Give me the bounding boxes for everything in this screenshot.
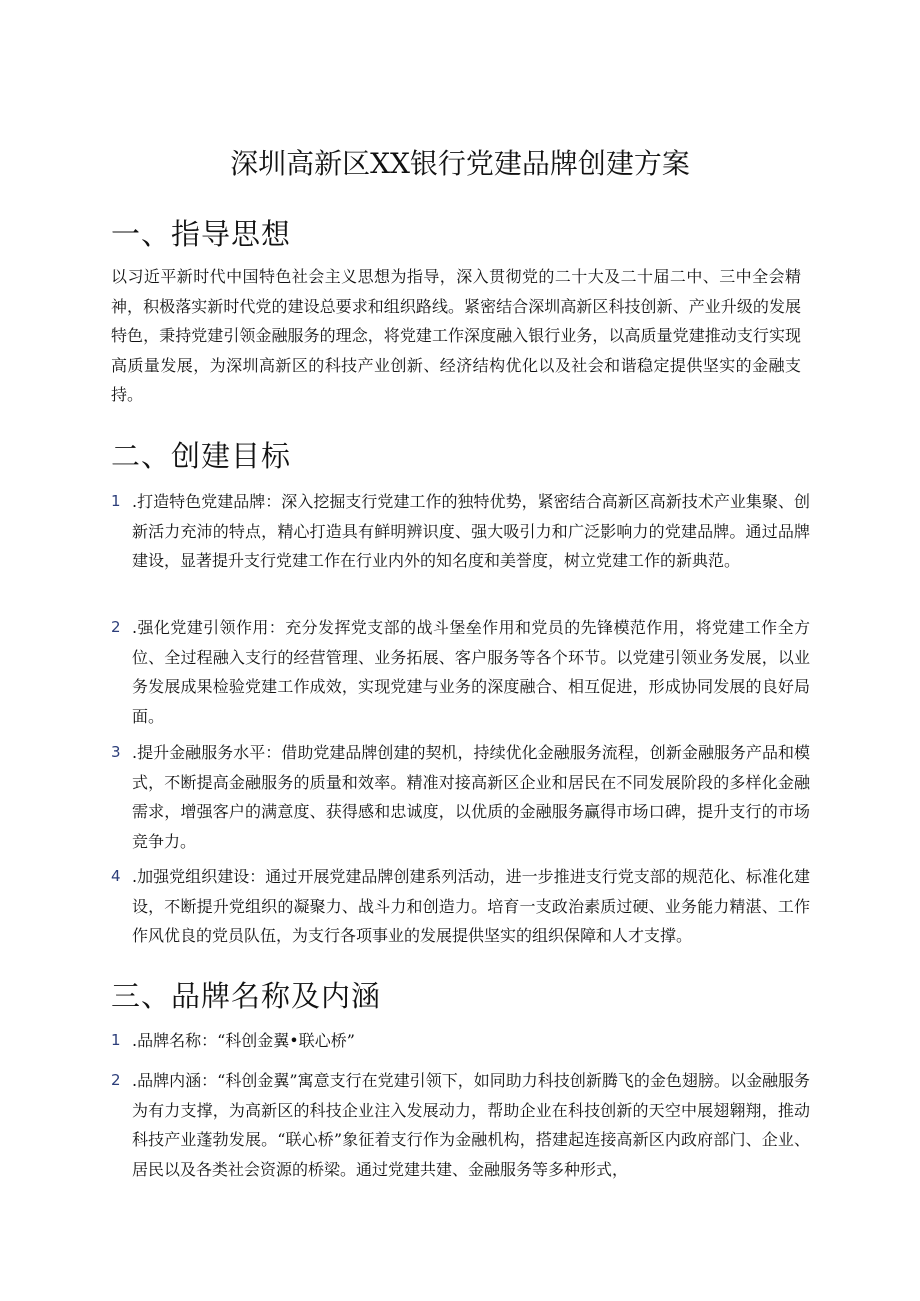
list-item-number: 4 bbox=[111, 867, 121, 885]
list-item-number: 1 bbox=[111, 492, 121, 510]
section-heading-goals: 二、创建目标 bbox=[111, 439, 292, 473]
list-item-text: .打造特色党建品牌：深入挖掘支行党建工作的独特优势，紧密结合高新区高新技术产业集聚、创新活力充沛的特点，精心打造具有鲜明辨识度、强大吸引力和广泛影响力的党建品牌。通过品牌建设，显著提升支行党建工作在行业内外的知名度和美誉度，树立党建工作的新典范。 bbox=[132, 492, 810, 570]
section-heading-guiding-ideology: 一、指导思想 bbox=[111, 217, 292, 251]
list-item-number: 1 bbox=[111, 1031, 121, 1049]
list-item-number: 3 bbox=[111, 743, 121, 761]
list-item-number: 2 bbox=[111, 1071, 121, 1089]
section-paragraph-guiding-ideology: 以习近平新时代中国特色社会主义思想为指导，深入贯彻党的二十大及二十届二中、三中全会精神，积极落实新时代党的建设总要求和组织路线。紧密结合深圳高新区科技创新、产业升级的发展特色，秉持党建引领金融服务的理念，将党建工作深度融入银行业务，以高质量党建推动支行实现高质量发展，为深圳高新区的科技产业创新、经济结构优化以及社会和谐稳定提供坚实的金融支持。 bbox=[111, 267, 801, 404]
list-item-text: .品牌名称：“科创金翼•联心桥” bbox=[132, 1031, 355, 1050]
section-heading-brand: 三、品牌名称及内涵 bbox=[111, 979, 382, 1013]
document-title: 深圳高新区XX银行党建品牌创建方案 bbox=[230, 147, 690, 180]
list-item-text: .提升金融服务水平：借助党建品牌创建的契机，持续优化金融服务流程，创新金融服务产品和模式，不断提高金融服务的质量和效率。精准对接高新区企业和居民在不同发展阶段的多样化金融需求，增强客户的满意度、获得感和忠诚度，以优质的金融服务赢得市场口碑，提升支行的市场竞争力。 bbox=[132, 743, 810, 851]
list-item-text: .品牌内涵：“科创金翼”寓意支行在党建引领下，如同助力科技创新腾飞的金色翅膀。以金融服务为有力支撑，为高新区的科技企业注入发展动力，帮助企业在科技创新的天空中展翅翱翔，推动科技产业蓬勃发展。“联心桥”象征着支行作为金融机构，搭建起连接高新区内政府部门、企业、居民以及各类社会资源的桥梁。通过党建共建、金融服务等多种形式， bbox=[132, 1071, 810, 1179]
list-item-text: .强化党建引领作用：充分发挥党支部的战斗堡垒作用和党员的先锋模范作用，将党建工作全方位、全过程融入支行的经营管理、业务拓展、客户服务等各个环节。以党建引领业务发展，以业务发展成果检验党建工作成效，实现党建与业务的深度融合、相互促进，形成协同发展的良好局面。 bbox=[132, 618, 810, 726]
list-item-text: .加强党组织建设：通过开展党建品牌创建系列活动，进一步推进支行党支部的规范化、标准化建设，不断提升党组织的凝聚力、战斗力和创造力。培育一支政治素质过硬、业务能力精湛、工作作风优良的党员队伍，为支行各项事业的发展提供坚实的组织保障和人才支撑。 bbox=[132, 867, 810, 945]
list-item-number: 2 bbox=[111, 618, 121, 636]
